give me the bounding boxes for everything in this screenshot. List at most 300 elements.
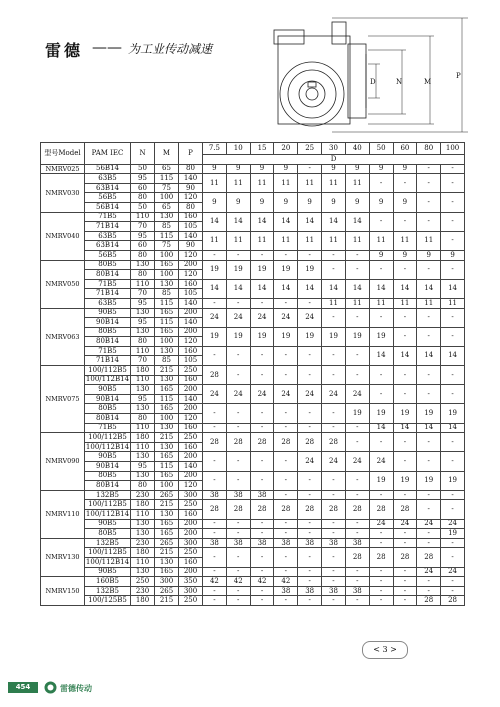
n-cell: 130 [131, 519, 155, 529]
p-cell: 300 [179, 586, 203, 596]
pam-cell: 132B5 [85, 538, 131, 548]
diameter-cell: 38 [274, 538, 298, 548]
diameter-cell: 11 [322, 298, 346, 308]
pam-cell: 80B14 [85, 481, 131, 491]
diameter-cell: 11 [298, 231, 322, 250]
p-cell: 200 [179, 471, 203, 481]
n-cell: 180 [131, 366, 155, 376]
pam-cell: 132B5 [85, 586, 131, 596]
diameter-cell: 19 [345, 327, 369, 346]
p-cell: 120 [179, 414, 203, 424]
diameter-cell: - [441, 212, 465, 231]
diameter-cell: 42 [203, 577, 227, 587]
diameter-cell: - [298, 548, 322, 567]
diameter-cell: - [274, 452, 298, 471]
diameter-cell: - [226, 586, 250, 596]
m-cell: 85 [155, 222, 179, 232]
m-cell: 75 [155, 241, 179, 251]
table-row [41, 174, 465, 184]
diameter-cell: - [226, 298, 250, 308]
m-cell: 165 [155, 471, 179, 481]
n-cell: 50 [131, 164, 155, 174]
diameter-cell: - [369, 490, 393, 500]
diameter-cell: - [417, 212, 441, 231]
diameter-cell: 9 [203, 164, 227, 174]
n-cell: 130 [131, 529, 155, 539]
p-cell: 140 [179, 298, 203, 308]
table-row [41, 327, 465, 337]
p-cell: 120 [179, 337, 203, 347]
diameter-cell: - [274, 490, 298, 500]
diameter-cell: 38 [322, 538, 346, 548]
diameter-cell: - [441, 500, 465, 519]
diameter-cell: 42 [250, 577, 274, 587]
diameter-cell: 24 [417, 567, 441, 577]
diameter-cell: - [393, 308, 417, 327]
n-cell: 110 [131, 509, 155, 519]
m-cell: 115 [155, 394, 179, 404]
ratio-header: 100 [441, 143, 465, 155]
pam-cell: 100/112B5 [85, 548, 131, 558]
n-cell: 95 [131, 231, 155, 241]
diameter-cell: - [226, 529, 250, 539]
diameter-cell: - [417, 452, 441, 471]
n-cell: 230 [131, 490, 155, 500]
pam-cell: 100/112B5 [85, 433, 131, 443]
diameter-cell: - [345, 346, 369, 365]
pam-cell: 71B14 [85, 356, 131, 366]
pam-cell: 56B14 [85, 164, 131, 174]
pam-cell: 100/112B14 [85, 442, 130, 451]
table-row [41, 212, 465, 222]
diameter-cell: 9 [250, 164, 274, 174]
diameter-cell: - [274, 366, 298, 385]
pam-cell: 100/112B14 [85, 375, 130, 384]
diameter-cell: 9 [274, 193, 298, 212]
diameter-cell: 19 [250, 260, 274, 279]
diameter-cell: - [226, 452, 250, 471]
diameter-cell: 14 [203, 212, 227, 231]
p-cell: 140 [179, 231, 203, 241]
table-row [41, 519, 465, 529]
table-row [41, 423, 465, 433]
table-row [41, 452, 465, 462]
diameter-cell: - [298, 298, 322, 308]
table-row [41, 385, 465, 395]
n-cell: 60 [131, 241, 155, 251]
diameter-cell: 19 [226, 327, 250, 346]
diameter-cell: - [203, 586, 227, 596]
column-header: PAM IEC [85, 143, 131, 165]
diameter-cell: - [203, 471, 227, 490]
diameter-cell: 19 [203, 260, 227, 279]
diameter-cell: - [345, 260, 369, 279]
diameter-cell: - [417, 174, 441, 193]
diameter-cell: 24 [417, 519, 441, 529]
diameter-cell: - [417, 529, 441, 539]
p-cell: 300 [179, 538, 203, 548]
table-row [41, 404, 465, 414]
p-cell: 80 [179, 164, 203, 174]
diameter-cell: - [226, 596, 250, 606]
n-cell: 110 [131, 375, 155, 385]
pam-cell: 100/125B5 [85, 596, 131, 606]
diameter-cell: 14 [274, 279, 298, 298]
m-cell: 165 [155, 452, 179, 462]
n-cell: 70 [131, 356, 155, 366]
m-cell: 100 [155, 481, 179, 491]
diameter-cell: - [226, 250, 250, 260]
diameter-cell: 14 [417, 423, 441, 433]
p-cell: 160 [179, 375, 203, 385]
n-cell: 95 [131, 462, 155, 472]
diameter-cell: - [393, 260, 417, 279]
diameter-cell: 9 [322, 193, 346, 212]
diameter-cell: - [298, 423, 322, 433]
diameter-cell: - [417, 385, 441, 404]
diameter-cell: 38 [250, 490, 274, 500]
ratio-header: 60 [393, 143, 417, 155]
diameter-cell: - [250, 366, 274, 385]
diameter-cell: - [393, 385, 417, 404]
diameter-cell: - [369, 385, 393, 404]
p-cell: 105 [179, 289, 203, 299]
diameter-cell: - [203, 567, 227, 577]
diameter-cell: 28 [203, 433, 227, 452]
diameter-cell: - [345, 577, 369, 587]
diameter-cell: - [369, 567, 393, 577]
diameter-cell: - [203, 596, 227, 606]
p-cell: 80 [179, 202, 203, 212]
diameter-cell: 9 [369, 250, 393, 260]
diameter-cell: 11 [250, 174, 274, 193]
diameter-cell: 38 [298, 586, 322, 596]
table-row [41, 366, 465, 376]
diameter-cell: - [322, 366, 346, 385]
diameter-cell: - [417, 193, 441, 212]
diameter-cell: 24 [322, 452, 346, 471]
m-cell: 165 [155, 567, 179, 577]
diameter-cell: - [226, 423, 250, 433]
diameter-cell: 19 [298, 260, 322, 279]
diameter-cell: 19 [369, 327, 393, 346]
diameter-cell: - [393, 366, 417, 385]
column-header: N [131, 143, 155, 165]
p-cell: 200 [179, 404, 203, 414]
p-cell: 350 [179, 577, 203, 587]
p-cell: 250 [179, 548, 203, 558]
diameter-cell: - [441, 577, 465, 587]
diameter-cell: - [203, 404, 227, 423]
diameter-cell: - [274, 298, 298, 308]
page-indicator[interactable]: < 3 > [362, 641, 408, 659]
diameter-cell: - [298, 471, 322, 490]
diameter-cell: - [226, 548, 250, 567]
m-cell: 265 [155, 490, 179, 500]
pam-cell: 71B5 [85, 212, 131, 222]
diameter-cell: 24 [345, 452, 369, 471]
diameter-cell: 38 [322, 586, 346, 596]
diameter-cell: 19 [274, 327, 298, 346]
diameter-cell: 28 [298, 433, 322, 452]
diameter-cell: 38 [203, 490, 227, 500]
diameter-cell: 28 [441, 596, 465, 606]
m-cell: 130 [155, 442, 179, 452]
m-cell: 115 [155, 462, 179, 472]
pam-cell: 71B5 [85, 279, 131, 289]
m-cell: 215 [155, 433, 179, 443]
m-cell: 165 [155, 260, 179, 270]
p-cell: 140 [179, 462, 203, 472]
diameter-cell: - [250, 471, 274, 490]
n-cell: 95 [131, 174, 155, 184]
diameter-cell: 14 [441, 423, 465, 433]
gearbox-drawing [272, 14, 472, 139]
diameter-cell: 14 [226, 212, 250, 231]
diameter-cell: 14 [393, 279, 417, 298]
diameter-cell: 14 [322, 212, 346, 231]
diameter-cell: 11 [250, 231, 274, 250]
column-header: M [155, 143, 179, 165]
diameter-cell: - [274, 404, 298, 423]
diameter-cell: 38 [250, 538, 274, 548]
n-cell: 130 [131, 260, 155, 270]
p-cell: 120 [179, 481, 203, 491]
diameter-cell: 28 [226, 500, 250, 519]
pam-cell: 90B5 [85, 519, 131, 529]
diameter-cell: - [226, 471, 250, 490]
diameter-cell: 14 [417, 279, 441, 298]
diameter-cell: - [441, 433, 465, 452]
diameter-cell: 11 [345, 174, 369, 193]
ratio-header: 50 [369, 143, 393, 155]
diameter-cell: 9 [250, 193, 274, 212]
diameter-cell: 9 [369, 164, 393, 174]
diameter-cell: 11 [441, 298, 465, 308]
diameter-cell: - [322, 308, 346, 327]
pam-cell: 100/112B5 [85, 500, 131, 510]
diameter-cell: - [322, 577, 346, 587]
diameter-cell: - [250, 596, 274, 606]
table-row [41, 490, 465, 500]
dim-n-label: N [396, 78, 403, 86]
diameter-cell: - [250, 586, 274, 596]
diameter-cell: - [203, 250, 227, 260]
diameter-cell: 28 [250, 500, 274, 519]
diameter-cell: 24 [298, 452, 322, 471]
diameter-cell: 19 [322, 327, 346, 346]
diameter-cell: 9 [203, 193, 227, 212]
diameter-cell: 24 [369, 452, 393, 471]
pam-cell: 56B5 [85, 250, 131, 260]
diameter-cell: - [250, 298, 274, 308]
diameter-cell: - [274, 548, 298, 567]
brand-logo-icon [44, 681, 57, 694]
diameter-cell: 11 [345, 231, 369, 250]
pam-cell: 63B14 [85, 241, 131, 251]
model-cell: NMRV025 [41, 164, 85, 174]
diameter-cell: 24 [203, 308, 227, 327]
diameter-cell: - [345, 366, 369, 385]
diameter-cell: 24 [298, 308, 322, 327]
table-row [41, 586, 465, 596]
diameter-cell: - [250, 452, 274, 471]
p-cell: 90 [179, 241, 203, 251]
pam-cell: 80B14 [85, 337, 131, 347]
table-body [41, 164, 465, 605]
n-cell: 230 [131, 538, 155, 548]
diameter-cell: 28 [417, 596, 441, 606]
ratio-header: 7.5 [203, 143, 227, 155]
diameter-cell: - [393, 327, 417, 346]
diameter-cell: - [250, 519, 274, 529]
m-cell: 130 [155, 557, 179, 567]
diameter-cell: - [345, 471, 369, 490]
pam-cell: 80B5 [85, 471, 131, 481]
diameter-cell: 14 [417, 346, 441, 365]
diameter-cell: - [417, 308, 441, 327]
shaft-diameter-header: D [203, 155, 465, 165]
m-cell: 100 [155, 337, 179, 347]
m-cell: 265 [155, 538, 179, 548]
dim-d-label: D [370, 78, 376, 86]
p-cell: 160 [179, 509, 203, 519]
diameter-cell: 28 [345, 500, 369, 519]
diameter-cell: 38 [298, 538, 322, 548]
diameter-cell: 11 [298, 174, 322, 193]
pam-cell: 80B5 [85, 404, 131, 414]
n-cell: 95 [131, 394, 155, 404]
diameter-cell: 38 [226, 490, 250, 500]
diameter-cell: 28 [226, 433, 250, 452]
diameter-cell: - [298, 577, 322, 587]
p-cell: 160 [179, 346, 203, 356]
diameter-cell: - [226, 567, 250, 577]
diameter-cell: 14 [393, 423, 417, 433]
diameter-cell: 19 [417, 404, 441, 423]
diameter-cell: - [393, 538, 417, 548]
diameter-cell: 24 [345, 385, 369, 404]
m-cell: 215 [155, 366, 179, 376]
diameter-cell: - [274, 471, 298, 490]
diameter-cell: 28 [345, 548, 369, 567]
diameter-cell: 9 [393, 250, 417, 260]
p-cell: 160 [179, 557, 203, 567]
table-row [41, 433, 465, 443]
p-cell: 300 [179, 490, 203, 500]
dim-m-label: M [424, 78, 432, 86]
diameter-cell: 11 [417, 298, 441, 308]
diameter-cell: 28 [203, 366, 227, 385]
diameter-cell: - [322, 404, 346, 423]
diameter-cell: 14 [322, 279, 346, 298]
table-header [41, 143, 465, 165]
diameter-cell: - [322, 346, 346, 365]
m-cell: 130 [155, 509, 179, 519]
diameter-cell: 19 [345, 404, 369, 423]
diameter-cell: - [203, 423, 227, 433]
model-cell: NMRV040 [41, 212, 85, 260]
diameter-cell: - [298, 596, 322, 606]
diameter-cell: 28 [250, 433, 274, 452]
diameter-cell: 42 [274, 577, 298, 587]
diameter-cell: 38 [226, 538, 250, 548]
diameter-cell: - [345, 490, 369, 500]
n-cell: 80 [131, 270, 155, 280]
n-cell: 95 [131, 318, 155, 328]
diameter-cell: - [345, 423, 369, 433]
diameter-cell: - [274, 250, 298, 260]
diameter-cell: 24 [298, 385, 322, 404]
diameter-cell: - [393, 567, 417, 577]
n-cell: 130 [131, 385, 155, 395]
table-row [41, 193, 465, 203]
n-cell: 130 [131, 567, 155, 577]
diameter-cell: 38 [203, 538, 227, 548]
spec-table [40, 142, 465, 606]
p-cell: 140 [179, 318, 203, 328]
diameter-cell: 14 [250, 212, 274, 231]
diameter-cell: 9 [226, 193, 250, 212]
table-row [41, 529, 465, 539]
m-cell: 85 [155, 289, 179, 299]
n-cell: 50 [131, 202, 155, 212]
diameter-cell: 11 [203, 174, 227, 193]
p-cell: 120 [179, 250, 203, 260]
diameter-cell: - [250, 346, 274, 365]
diameter-cell: - [393, 577, 417, 587]
diameter-cell: 14 [298, 279, 322, 298]
ratio-header: 25 [298, 143, 322, 155]
diameter-cell: - [441, 231, 465, 250]
ratio-header: 20 [274, 143, 298, 155]
diameter-cell: - [322, 519, 346, 529]
diameter-cell: 11 [369, 298, 393, 308]
diameter-cell: - [226, 346, 250, 365]
pam-cell: 132B5 [85, 490, 131, 500]
p-cell: 200 [179, 385, 203, 395]
diameter-cell: 24 [322, 385, 346, 404]
diameter-cell: 11 [369, 231, 393, 250]
diameter-cell: - [393, 433, 417, 452]
n-cell: 70 [131, 222, 155, 232]
model-cell: NMRV110 [41, 490, 85, 538]
diameter-cell: 24 [250, 308, 274, 327]
diameter-cell: 19 [369, 404, 393, 423]
diameter-cell: 28 [274, 500, 298, 519]
diameter-cell: - [441, 385, 465, 404]
n-cell: 80 [131, 337, 155, 347]
m-cell: 215 [155, 596, 179, 606]
n-cell: 180 [131, 500, 155, 510]
p-cell: 200 [179, 327, 203, 337]
m-cell: 165 [155, 519, 179, 529]
diameter-cell: 11 [274, 174, 298, 193]
diameter-cell: 11 [322, 231, 346, 250]
p-cell: 250 [179, 596, 203, 606]
diameter-cell: - [345, 596, 369, 606]
diameter-cell: - [393, 596, 417, 606]
pam-cell: 90B5 [85, 308, 131, 318]
diameter-cell: - [298, 164, 322, 174]
table-row [41, 500, 465, 510]
n-cell: 80 [131, 481, 155, 491]
m-cell: 65 [155, 202, 179, 212]
diameter-cell: 9 [417, 250, 441, 260]
m-cell: 130 [155, 346, 179, 356]
table-row [41, 250, 465, 260]
column-header: P [179, 143, 203, 165]
